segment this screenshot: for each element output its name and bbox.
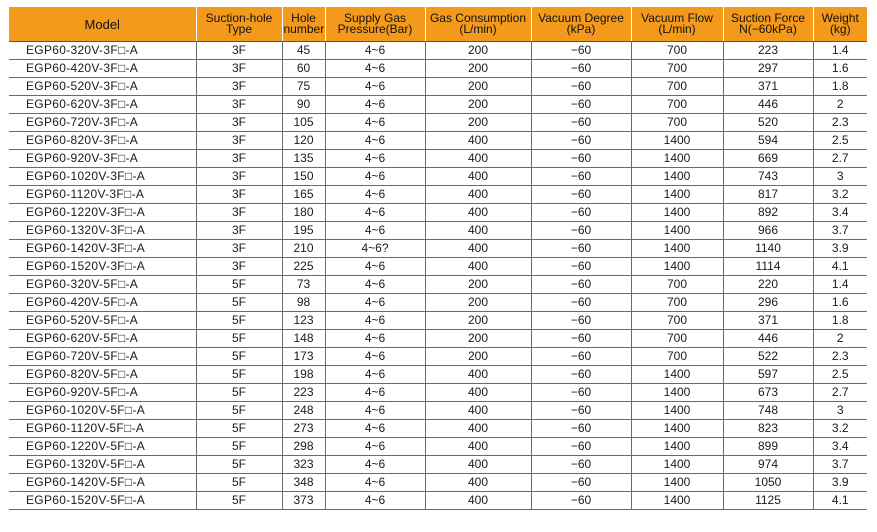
cell-hole-number: 180 (282, 204, 325, 222)
cell-vacuum-flow: 700 (631, 96, 723, 114)
cell-supply-gas-pressure: 4~6 (325, 294, 425, 312)
cell-supply-gas-pressure: 4~6 (325, 276, 425, 294)
cell-suction-hole-type: 5F (196, 276, 282, 294)
cell-hole-number: 165 (282, 186, 325, 204)
cell-suction-hole-type: 3F (196, 96, 282, 114)
column-header-hole-number (282, 7, 325, 42)
cell-suction-force: 446 (723, 330, 813, 348)
column-header-line: Suction Force (730, 11, 806, 25)
table-row (9, 294, 867, 312)
cell-vacuum-degree: −60 (531, 96, 631, 114)
cell-suction-hole-type: 5F (196, 402, 282, 420)
cell-suction-hole-type: 5F (196, 420, 282, 438)
cell-vacuum-flow: 1400 (631, 132, 723, 150)
cell-suction-hole-type: 3F (196, 60, 282, 78)
cell-suction-hole-type: 3F (196, 222, 282, 240)
cell-supply-gas-pressure: 4~6 (325, 132, 425, 150)
cell-suction-force: 371 (723, 312, 813, 330)
column-header-model (9, 7, 196, 42)
cell-hole-number: 273 (282, 420, 325, 438)
table-row (9, 330, 867, 348)
cell-vacuum-flow: 1400 (631, 474, 723, 492)
cell-supply-gas-pressure: 4~6 (325, 78, 425, 96)
cell-weight: 3 (813, 168, 867, 186)
cell-model: EGP60-720V-3F□-A (9, 114, 196, 132)
cell-gas-consumption: 200 (425, 348, 531, 366)
column-header-line: Gas Consumption (429, 11, 527, 25)
cell-vacuum-flow: 700 (631, 348, 723, 366)
table-row (9, 42, 867, 60)
column-header-line: number (283, 22, 325, 36)
cell-weight: 3.9 (813, 240, 867, 258)
cell-suction-hole-type: 5F (196, 456, 282, 474)
cell-vacuum-flow: 1400 (631, 204, 723, 222)
cell-suction-hole-type: 3F (196, 132, 282, 150)
cell-vacuum-flow: 700 (631, 276, 723, 294)
cell-suction-force: 823 (723, 420, 813, 438)
cell-vacuum-degree: −60 (531, 222, 631, 240)
cell-weight: 2.5 (813, 132, 867, 150)
cell-supply-gas-pressure: 4~6 (325, 168, 425, 186)
cell-weight: 1.8 (813, 312, 867, 330)
table-row (9, 168, 867, 186)
cell-weight: 3.2 (813, 186, 867, 204)
cell-gas-consumption: 200 (425, 330, 531, 348)
cell-hole-number: 123 (282, 312, 325, 330)
cell-supply-gas-pressure: 4~6 (325, 222, 425, 240)
cell-supply-gas-pressure: 4~6 (325, 420, 425, 438)
cell-gas-consumption: 400 (425, 168, 531, 186)
cell-gas-consumption: 200 (425, 294, 531, 312)
cell-supply-gas-pressure: 4~6 (325, 330, 425, 348)
spec-table (9, 7, 867, 510)
table-row (9, 222, 867, 240)
cell-supply-gas-pressure: 4~6 (325, 60, 425, 78)
cell-suction-force: 1114 (723, 258, 813, 276)
column-header-line: (kPa) (566, 22, 596, 36)
table-row (9, 204, 867, 222)
cell-vacuum-degree: −60 (531, 42, 631, 60)
cell-model: EGP60-1520V-5F□-A (9, 492, 196, 510)
cell-weight: 1.6 (813, 60, 867, 78)
cell-model: EGP60-820V-3F□-A (9, 132, 196, 150)
table-row (9, 402, 867, 420)
cell-suction-hole-type: 5F (196, 474, 282, 492)
cell-vacuum-flow: 700 (631, 330, 723, 348)
cell-hole-number: 135 (282, 150, 325, 168)
cell-suction-force: 673 (723, 384, 813, 402)
cell-suction-hole-type: 5F (196, 330, 282, 348)
cell-gas-consumption: 400 (425, 492, 531, 510)
column-header-line: N(−60kPa) (739, 22, 797, 36)
cell-model: EGP60-920V-3F□-A (9, 150, 196, 168)
cell-suction-force: 597 (723, 366, 813, 384)
cell-suction-force: 223 (723, 42, 813, 60)
cell-suction-force: 892 (723, 204, 813, 222)
cell-supply-gas-pressure: 4~6 (325, 492, 425, 510)
cell-model: EGP60-1120V-3F□-A (9, 186, 196, 204)
cell-model: EGP60-1520V-3F□-A (9, 258, 196, 276)
cell-weight: 2.7 (813, 384, 867, 402)
cell-gas-consumption: 400 (425, 438, 531, 456)
cell-suction-force: 371 (723, 78, 813, 96)
column-header-line: Suction-hole (205, 11, 273, 25)
cell-model: EGP60-1220V-3F□-A (9, 204, 196, 222)
cell-gas-consumption: 200 (425, 276, 531, 294)
cell-supply-gas-pressure: 4~6 (325, 456, 425, 474)
cell-hole-number: 323 (282, 456, 325, 474)
cell-suction-hole-type: 3F (196, 204, 282, 222)
cell-suction-force: 748 (723, 402, 813, 420)
cell-vacuum-flow: 700 (631, 294, 723, 312)
cell-gas-consumption: 200 (425, 60, 531, 78)
column-header-gas-consumption (425, 7, 531, 42)
cell-hole-number: 98 (282, 294, 325, 312)
cell-hole-number: 120 (282, 132, 325, 150)
cell-suction-force: 522 (723, 348, 813, 366)
cell-hole-number: 75 (282, 78, 325, 96)
cell-vacuum-flow: 700 (631, 114, 723, 132)
table-row (9, 366, 867, 384)
cell-gas-consumption: 200 (425, 78, 531, 96)
cell-weight: 1.8 (813, 78, 867, 96)
cell-gas-consumption: 400 (425, 474, 531, 492)
table-row (9, 78, 867, 96)
cell-suction-hole-type: 5F (196, 492, 282, 510)
cell-model: EGP60-1420V-5F□-A (9, 474, 196, 492)
cell-model: EGP60-620V-3F□-A (9, 96, 196, 114)
cell-suction-hole-type: 3F (196, 78, 282, 96)
cell-vacuum-flow: 700 (631, 312, 723, 330)
cell-suction-force: 974 (723, 456, 813, 474)
cell-vacuum-flow: 1400 (631, 240, 723, 258)
column-header-line: Supply Gas (343, 11, 407, 25)
cell-suction-hole-type: 3F (196, 168, 282, 186)
cell-model: EGP60-1120V-5F□-A (9, 420, 196, 438)
cell-weight: 4.1 (813, 258, 867, 276)
cell-suction-force: 220 (723, 276, 813, 294)
cell-vacuum-degree: −60 (531, 366, 631, 384)
cell-suction-force: 1050 (723, 474, 813, 492)
cell-supply-gas-pressure: 4~6 (325, 348, 425, 366)
column-header-line: Weight (821, 11, 859, 25)
table-body (9, 42, 867, 510)
cell-weight: 1.4 (813, 42, 867, 60)
cell-gas-consumption: 400 (425, 186, 531, 204)
cell-supply-gas-pressure: 4~6? (325, 240, 425, 258)
cell-model: EGP60-620V-5F□-A (9, 330, 196, 348)
cell-gas-consumption: 400 (425, 222, 531, 240)
cell-model: EGP60-920V-5F□-A (9, 384, 196, 402)
cell-supply-gas-pressure: 4~6 (325, 366, 425, 384)
cell-vacuum-flow: 1400 (631, 456, 723, 474)
cell-vacuum-flow: 1400 (631, 258, 723, 276)
cell-weight: 4.1 (813, 492, 867, 510)
cell-supply-gas-pressure: 4~6 (325, 402, 425, 420)
cell-suction-force: 899 (723, 438, 813, 456)
cell-supply-gas-pressure: 4~6 (325, 186, 425, 204)
cell-suction-hole-type: 5F (196, 294, 282, 312)
cell-hole-number: 45 (282, 42, 325, 60)
cell-model: EGP60-520V-3F□-A (9, 78, 196, 96)
cell-suction-hole-type: 3F (196, 150, 282, 168)
table-row (9, 96, 867, 114)
cell-supply-gas-pressure: 4~6 (325, 438, 425, 456)
cell-vacuum-degree: −60 (531, 312, 631, 330)
table-row (9, 276, 867, 294)
cell-vacuum-flow: 1400 (631, 150, 723, 168)
cell-weight: 1.4 (813, 276, 867, 294)
table-row (9, 438, 867, 456)
cell-vacuum-degree: −60 (531, 60, 631, 78)
cell-gas-consumption: 400 (425, 132, 531, 150)
cell-hole-number: 198 (282, 366, 325, 384)
cell-suction-hole-type: 5F (196, 366, 282, 384)
cell-gas-consumption: 400 (425, 456, 531, 474)
table-row (9, 60, 867, 78)
cell-vacuum-degree: −60 (531, 114, 631, 132)
cell-hole-number: 148 (282, 330, 325, 348)
cell-hole-number: 195 (282, 222, 325, 240)
column-header-line: (kg) (829, 22, 851, 36)
cell-vacuum-flow: 1400 (631, 420, 723, 438)
table-row (9, 456, 867, 474)
cell-vacuum-flow: 1400 (631, 384, 723, 402)
cell-supply-gas-pressure: 4~6 (325, 474, 425, 492)
cell-weight: 3.7 (813, 222, 867, 240)
cell-hole-number: 248 (282, 402, 325, 420)
cell-weight: 2 (813, 96, 867, 114)
cell-vacuum-flow: 700 (631, 60, 723, 78)
cell-weight: 1.6 (813, 294, 867, 312)
cell-vacuum-flow: 1400 (631, 366, 723, 384)
table-row (9, 114, 867, 132)
cell-model: EGP60-420V-3F□-A (9, 60, 196, 78)
cell-hole-number: 348 (282, 474, 325, 492)
cell-weight: 3.9 (813, 474, 867, 492)
cell-suction-force: 446 (723, 96, 813, 114)
column-header-vacuum-degree (531, 7, 631, 42)
cell-vacuum-degree: −60 (531, 492, 631, 510)
cell-model: EGP60-320V-3F□-A (9, 42, 196, 60)
cell-weight: 2.7 (813, 150, 867, 168)
cell-suction-force: 669 (723, 150, 813, 168)
cell-vacuum-degree: −60 (531, 276, 631, 294)
cell-supply-gas-pressure: 4~6 (325, 42, 425, 60)
table-row (9, 240, 867, 258)
cell-vacuum-degree: −60 (531, 150, 631, 168)
table-row (9, 420, 867, 438)
cell-hole-number: 105 (282, 114, 325, 132)
column-header-line: (L/min) (658, 22, 696, 36)
cell-vacuum-degree: −60 (531, 330, 631, 348)
cell-suction-hole-type: 5F (196, 348, 282, 366)
table-row (9, 384, 867, 402)
table-row (9, 186, 867, 204)
cell-suction-hole-type: 5F (196, 438, 282, 456)
cell-model: EGP60-420V-5F□-A (9, 294, 196, 312)
table-row (9, 150, 867, 168)
cell-weight: 3.2 (813, 420, 867, 438)
cell-weight: 3.4 (813, 438, 867, 456)
cell-gas-consumption: 400 (425, 150, 531, 168)
cell-model: EGP60-1220V-5F□-A (9, 438, 196, 456)
cell-model: EGP60-520V-5F□-A (9, 312, 196, 330)
table-header (9, 7, 867, 42)
table-row (9, 132, 867, 150)
cell-model: EGP60-1320V-3F□-A (9, 222, 196, 240)
cell-weight: 3.7 (813, 456, 867, 474)
cell-suction-hole-type: 3F (196, 114, 282, 132)
cell-vacuum-flow: 1400 (631, 168, 723, 186)
cell-vacuum-degree: −60 (531, 168, 631, 186)
cell-hole-number: 225 (282, 258, 325, 276)
cell-gas-consumption: 200 (425, 114, 531, 132)
cell-suction-force: 966 (723, 222, 813, 240)
cell-hole-number: 373 (282, 492, 325, 510)
cell-vacuum-degree: −60 (531, 384, 631, 402)
cell-model: EGP60-720V-5F□-A (9, 348, 196, 366)
cell-suction-hole-type: 3F (196, 42, 282, 60)
cell-gas-consumption: 400 (425, 366, 531, 384)
column-header-weight (813, 7, 867, 42)
table-row (9, 348, 867, 366)
cell-supply-gas-pressure: 4~6 (325, 384, 425, 402)
cell-gas-consumption: 400 (425, 384, 531, 402)
cell-gas-consumption: 400 (425, 402, 531, 420)
table-row (9, 492, 867, 510)
cell-weight: 3.4 (813, 204, 867, 222)
cell-vacuum-degree: −60 (531, 258, 631, 276)
column-header-suction-force (723, 7, 813, 42)
table-row (9, 474, 867, 492)
cell-suction-force: 296 (723, 294, 813, 312)
cell-vacuum-degree: −60 (531, 402, 631, 420)
cell-gas-consumption: 400 (425, 420, 531, 438)
cell-vacuum-flow: 1400 (631, 492, 723, 510)
cell-vacuum-degree: −60 (531, 348, 631, 366)
cell-suction-force: 1140 (723, 240, 813, 258)
cell-hole-number: 60 (282, 60, 325, 78)
cell-supply-gas-pressure: 4~6 (325, 258, 425, 276)
cell-hole-number: 73 (282, 276, 325, 294)
table-row (9, 312, 867, 330)
table-row (9, 258, 867, 276)
cell-gas-consumption: 400 (425, 240, 531, 258)
column-header-line: Vacuum Flow (641, 11, 713, 25)
cell-vacuum-degree: −60 (531, 474, 631, 492)
cell-suction-force: 594 (723, 132, 813, 150)
cell-vacuum-degree: −60 (531, 438, 631, 456)
cell-suction-force: 297 (723, 60, 813, 78)
cell-vacuum-flow: 700 (631, 42, 723, 60)
cell-model: EGP60-320V-5F□-A (9, 276, 196, 294)
cell-supply-gas-pressure: 4~6 (325, 96, 425, 114)
cell-hole-number: 223 (282, 384, 325, 402)
cell-gas-consumption: 400 (425, 204, 531, 222)
column-header-vacuum-flow (631, 7, 723, 42)
cell-gas-consumption: 200 (425, 42, 531, 60)
column-header-line: Model (84, 16, 120, 32)
cell-vacuum-degree: −60 (531, 204, 631, 222)
cell-gas-consumption: 200 (425, 312, 531, 330)
cell-model: EGP60-1320V-5F□-A (9, 456, 196, 474)
cell-model: EGP60-1020V-5F□-A (9, 402, 196, 420)
column-header-line: Vacuum Degree (538, 11, 624, 25)
cell-model: EGP60-1020V-3F□-A (9, 168, 196, 186)
cell-vacuum-degree: −60 (531, 186, 631, 204)
cell-model: EGP60-1420V-3F□-A (9, 240, 196, 258)
cell-vacuum-flow: 700 (631, 78, 723, 96)
cell-vacuum-degree: −60 (531, 132, 631, 150)
column-header-line: Hole (291, 11, 316, 25)
cell-suction-force: 1125 (723, 492, 813, 510)
cell-hole-number: 298 (282, 438, 325, 456)
cell-suction-hole-type: 5F (196, 384, 282, 402)
cell-suction-hole-type: 3F (196, 240, 282, 258)
cell-supply-gas-pressure: 4~6 (325, 114, 425, 132)
cell-suction-force: 743 (723, 168, 813, 186)
cell-suction-force: 520 (723, 114, 813, 132)
cell-model: EGP60-820V-5F□-A (9, 366, 196, 384)
spec-table-container (9, 7, 867, 510)
cell-vacuum-degree: −60 (531, 456, 631, 474)
column-header-line: Type (225, 22, 252, 36)
cell-weight: 2.5 (813, 366, 867, 384)
cell-vacuum-degree: −60 (531, 294, 631, 312)
column-header-line: Pressure(Bar) (337, 22, 413, 36)
cell-weight: 2.3 (813, 348, 867, 366)
cell-supply-gas-pressure: 4~6 (325, 312, 425, 330)
cell-vacuum-degree: −60 (531, 78, 631, 96)
cell-gas-consumption: 200 (425, 96, 531, 114)
cell-weight: 3 (813, 402, 867, 420)
column-header-suction-hole-type (196, 7, 282, 42)
cell-vacuum-degree: −60 (531, 420, 631, 438)
cell-hole-number: 173 (282, 348, 325, 366)
cell-vacuum-flow: 1400 (631, 438, 723, 456)
cell-vacuum-degree: −60 (531, 240, 631, 258)
cell-hole-number: 90 (282, 96, 325, 114)
cell-supply-gas-pressure: 4~6 (325, 150, 425, 168)
cell-weight: 2.3 (813, 114, 867, 132)
cell-hole-number: 150 (282, 168, 325, 186)
cell-suction-hole-type: 3F (196, 186, 282, 204)
cell-supply-gas-pressure: 4~6 (325, 204, 425, 222)
cell-vacuum-flow: 1400 (631, 222, 723, 240)
cell-suction-hole-type: 3F (196, 258, 282, 276)
column-header-line: (L/min) (459, 22, 497, 36)
cell-vacuum-flow: 1400 (631, 402, 723, 420)
column-header-supply-gas-pressure (325, 7, 425, 42)
cell-suction-force: 817 (723, 186, 813, 204)
cell-hole-number: 210 (282, 240, 325, 258)
header-row (9, 7, 867, 42)
cell-weight: 2 (813, 330, 867, 348)
cell-suction-hole-type: 5F (196, 312, 282, 330)
cell-vacuum-flow: 1400 (631, 186, 723, 204)
cell-gas-consumption: 400 (425, 258, 531, 276)
